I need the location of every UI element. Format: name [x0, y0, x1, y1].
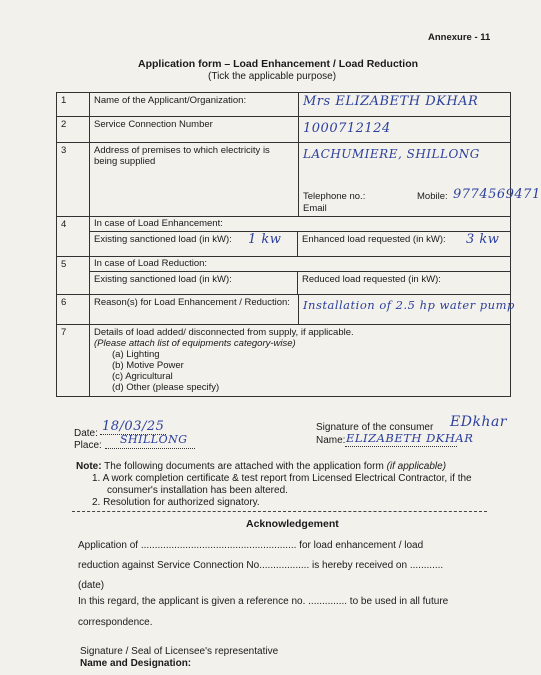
load-details-label: Details of load added/ disconnected from supply, if applicable.: [94, 327, 354, 338]
enhanced-load-label: Enhanced load requested (in kW):: [302, 234, 446, 245]
applicant-name-value: Mrs ELIZABETH DKHAR: [303, 94, 479, 109]
note-suffix: (if applicable): [386, 461, 447, 472]
note-item: 1. A work completion certificate & test report from Licensed Electrical Contractor, if the: [92, 473, 472, 484]
applicant-name-label: Name of the Applicant/Organization:: [90, 93, 299, 117]
ack-name-label: Name and Designation:: [80, 658, 192, 669]
category-item: (d) Other (please specify): [112, 382, 220, 393]
service-connection-value: 1000712124: [303, 121, 391, 136]
note-body: The following documents are attached with the application form: [104, 461, 384, 472]
consumer-name-label: Name:: [316, 435, 346, 446]
ack-signature-label: Signature / Seal of Licensee's representative: [80, 646, 279, 657]
load-enhancement-cell: [90, 217, 511, 257]
reason-value: Installation of 2.5 hp water pump: [303, 298, 515, 312]
row-number: 2: [57, 117, 90, 143]
note-item: consumer's installation has been altered.: [107, 485, 288, 496]
place-label: Place:: [74, 440, 102, 451]
consumer-name-value[interactable]: ELIZABETH DKHAR: [346, 431, 474, 445]
address-value: LACHUMIERE, SHILLONG: [303, 147, 480, 161]
reason-label: Reason(s) for Load Enhancement / Reduction:: [90, 295, 299, 325]
enhanced-load-field[interactable]: [298, 232, 510, 256]
form-title: Application form – Load Enhancement / Load Reduction: [138, 58, 419, 70]
category-item: (a) Lighting: [112, 349, 160, 360]
annexure-label: Annexure - 11: [428, 32, 491, 43]
row-number: 4: [57, 217, 90, 257]
load-details-note: (Please attach list of equipments category-wise): [94, 338, 296, 349]
signature-label: Signature of the consumer: [316, 422, 434, 433]
ack-line-2: reduction against Service Connection No.................. is hereby received on ............: [78, 560, 444, 571]
existing-load-label: Existing sanctioned load (in kW):: [94, 234, 232, 245]
reason-cell[interactable]: [299, 295, 515, 325]
existing-load-field[interactable]: [90, 232, 298, 256]
address-cell[interactable]: [299, 143, 541, 217]
application-table: [56, 92, 541, 397]
row-number: 3: [57, 143, 90, 217]
note-text: [76, 461, 446, 472]
ack-line-5: correspondence.: [78, 617, 153, 628]
signature-value[interactable]: EDkhar: [450, 414, 507, 430]
category-item: (c) Agricultural: [112, 371, 173, 382]
telephone-label: Telephone no.:: [303, 191, 366, 202]
email-label: Email: [303, 203, 327, 214]
load-details-cell: [90, 325, 511, 397]
row-number: 7: [57, 325, 90, 397]
reduction-existing-field[interactable]: [90, 272, 298, 294]
note-item: 2. Resolution for authorized signatory.: [92, 497, 260, 508]
divider: [72, 511, 487, 512]
note-prefix: Note:: [76, 461, 102, 472]
load-reduction-heading: In case of Load Reduction:: [90, 257, 510, 272]
reduced-load-field[interactable]: [298, 272, 510, 294]
ack-line-1: Application of ........................................................ for load enhancement / load: [78, 540, 424, 551]
mobile-label: Mobile:: [417, 191, 448, 202]
ack-line-3: (date): [78, 580, 105, 591]
service-connection-label: Service Connection Number: [90, 117, 299, 143]
row-number: 6: [57, 295, 90, 325]
ack-line-4: In this regard, the applicant is given a reference no. .............. to be used in all future: [78, 596, 449, 607]
mobile-value: 9774569471: [453, 187, 541, 202]
name-underline: [345, 446, 457, 447]
row-number: 1: [57, 93, 90, 117]
load-reduction-cell: [90, 257, 511, 295]
existing-load-value: 1 kw: [248, 232, 282, 247]
form-subtitle: (Tick the applicable purpose): [208, 71, 337, 82]
row-number: 5: [57, 257, 90, 295]
load-enhancement-heading: In case of Load Enhancement:: [90, 217, 510, 232]
date-label: Date:: [74, 428, 98, 439]
place-value[interactable]: SHILLONG: [120, 433, 188, 446]
date-value[interactable]: 18/03/25: [102, 419, 165, 434]
address-label: Address of premises to which electricity is being supplied: [90, 143, 299, 217]
ack-title: Acknowledgement: [246, 518, 339, 530]
reduced-load-label: Reduced load requested (in kW):: [302, 274, 441, 285]
service-connection-cell[interactable]: [299, 117, 511, 143]
category-item: (b) Motive Power: [112, 360, 184, 371]
enhanced-load-value: 3 kw: [466, 232, 500, 247]
reduction-existing-label: Existing sanctioned load (in kW):: [94, 274, 232, 285]
applicant-name-cell[interactable]: [299, 93, 511, 117]
place-underline: [105, 448, 195, 449]
